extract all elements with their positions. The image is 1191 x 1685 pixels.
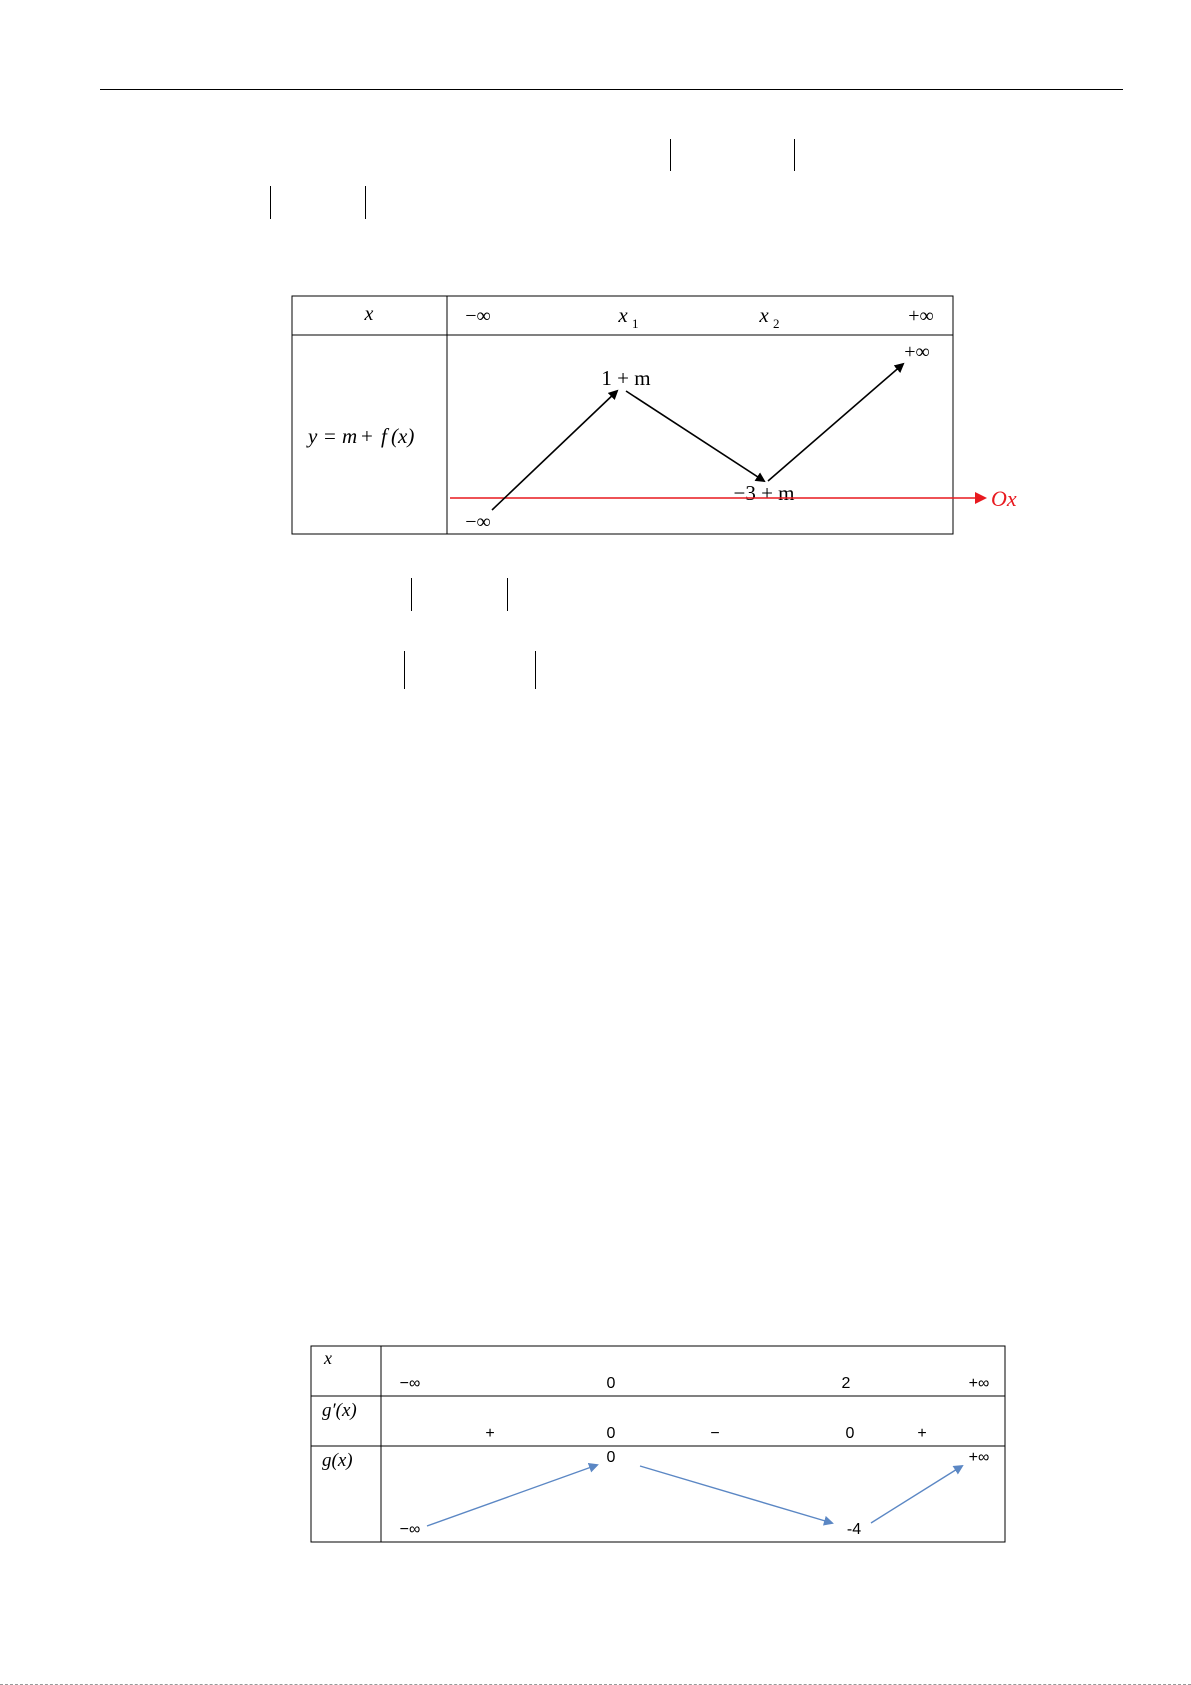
table2-x-2: 2 (841, 1375, 851, 1392)
ox-axis-label: Ox (991, 486, 1017, 511)
label-eq: = (324, 424, 336, 448)
table1-x2: x (759, 303, 769, 327)
table1-row-label (306, 424, 414, 448)
variation-table-1 (0, 0, 1191, 560)
table1-x1-subscript: 1 (632, 316, 639, 331)
table1-x-neg-inf: −∞ (465, 305, 491, 327)
table2-g-min: -4 (846, 1521, 862, 1538)
label-m: m (342, 424, 358, 448)
table2-x-0: 0 (606, 1375, 616, 1392)
table1-end-value: +∞ (904, 341, 930, 363)
table2-g-neg-inf: −∞ (399, 1521, 421, 1538)
table2-label-x: x (324, 1348, 332, 1368)
g-increase-arrow (871, 1466, 962, 1523)
decrease-arrow (626, 391, 764, 481)
g-decrease-arrow (640, 1466, 832, 1523)
abs-bar (535, 651, 536, 689)
table2-sign-zero: 0 (606, 1425, 616, 1442)
table2-x-neg-inf: −∞ (399, 1375, 421, 1392)
table2-g-pos-inf: +∞ (968, 1449, 990, 1466)
table1-start-value: −∞ (465, 511, 491, 533)
table2-sign-minus: − (710, 1425, 720, 1442)
label-f: f (381, 424, 387, 448)
label-x: (x) (391, 424, 415, 448)
table2-label-g: g(x) (322, 1450, 353, 1471)
increase-arrow (492, 391, 617, 510)
label-plus: + (361, 424, 373, 448)
table1-max-value: 1 + m (601, 366, 651, 390)
g-increase-arrow (427, 1465, 597, 1526)
table1-min-value: −3 + m (733, 481, 795, 505)
table1-x2-subscript: 2 (773, 316, 780, 331)
variation-table-2 (0, 1320, 1191, 1560)
table2-label-gprime: g′(x) (322, 1400, 357, 1421)
abs-bar (507, 578, 508, 611)
table2-g-max: 0 (606, 1449, 616, 1466)
table2-sign-zero: 0 (845, 1425, 855, 1442)
table2-sign-plus: + (917, 1425, 927, 1442)
increase-arrow (768, 364, 903, 481)
abs-bar (411, 578, 412, 611)
table1-x1: x (618, 303, 628, 327)
table2-sign-plus: + (485, 1425, 495, 1442)
table1-x-pos-inf: +∞ (908, 305, 934, 327)
label-y: y (308, 424, 318, 448)
table2-x-pos-inf: +∞ (968, 1375, 990, 1392)
abs-bar (404, 651, 405, 689)
table1-x-header: x (364, 303, 374, 325)
